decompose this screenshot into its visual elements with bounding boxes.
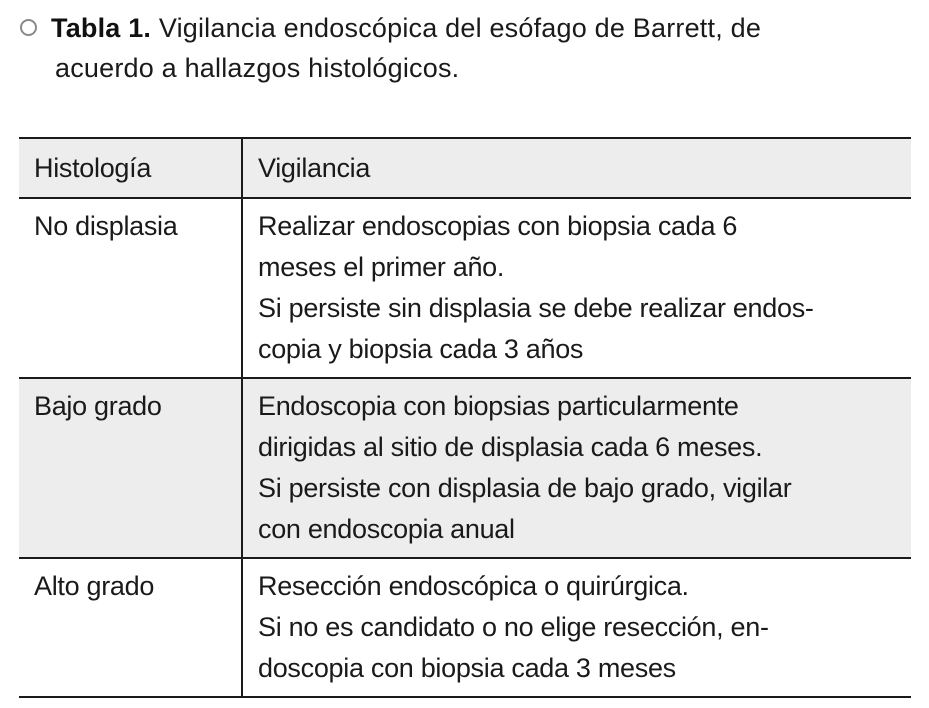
cell-line: Realizar endoscopias con biopsia cada 6	[258, 211, 738, 241]
cell-line: copia y biopsia cada 3 años	[258, 334, 584, 364]
cell-line: Resección endoscópica o quirúrgica.	[258, 571, 689, 601]
table-row	[19, 558, 911, 697]
cell-histologia: Bajo grado	[19, 378, 242, 558]
cell-vigilancia	[242, 558, 911, 697]
header-histologia: Histología	[19, 138, 242, 198]
cell-line: Si no es candidato o no elige resección, en-	[258, 612, 769, 642]
cell-line: meses el primer año.	[258, 252, 505, 282]
caption-label: Tabla 1.	[51, 13, 152, 43]
caption-text-line1: Vigilancia endoscópica del esófago de Barrett, de	[158, 13, 762, 43]
cell-line: Endoscopia con biopsias particularmente	[258, 391, 739, 421]
cell-histologia: No displasia	[19, 198, 242, 378]
circle-bullet-icon	[20, 19, 37, 36]
table-header-row	[19, 138, 911, 198]
table-row	[19, 198, 911, 378]
cell-line: con endoscopia anual	[258, 514, 515, 544]
cell-histologia: Alto grado	[19, 558, 242, 697]
header-vigilancia: Vigilancia	[242, 138, 911, 198]
cell-line: Si persiste sin displasia se debe realizar endos-	[258, 293, 814, 323]
table-row	[19, 378, 911, 558]
cell-line: dirigidas al sitio de displasia cada 6 meses.	[258, 432, 763, 462]
table-caption	[20, 8, 913, 88]
cell-vigilancia	[242, 378, 911, 558]
surveillance-table	[19, 137, 911, 698]
cell-line: Si persiste con displasia de bajo grado, vigilar	[258, 473, 792, 503]
cell-vigilancia	[242, 198, 911, 378]
cell-line: doscopia con biopsia cada 3 meses	[258, 653, 676, 683]
caption-text-line2: acuerdo a hallazgos histológicos.	[55, 53, 460, 83]
